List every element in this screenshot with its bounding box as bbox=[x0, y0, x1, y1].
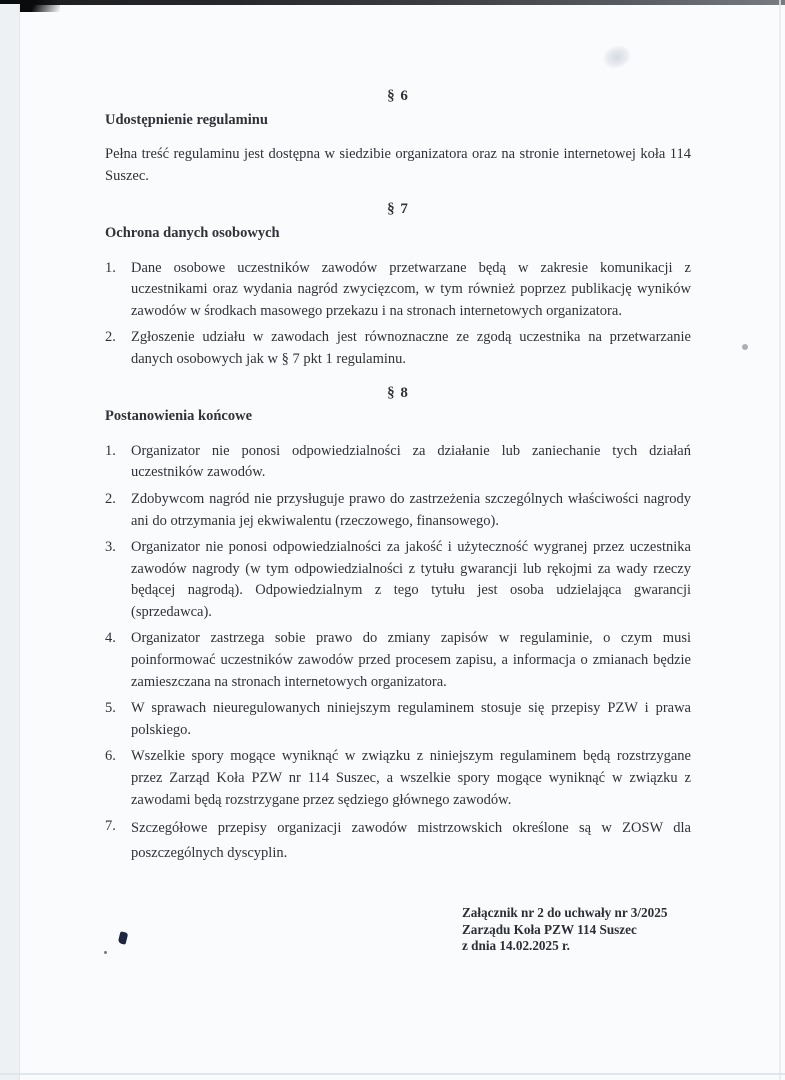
list-item-number: 1. bbox=[105, 259, 116, 276]
section-6 bbox=[105, 86, 691, 187]
list-item-number: 6. bbox=[105, 748, 116, 765]
scan-edge-top bbox=[0, 0, 785, 5]
list-item bbox=[105, 441, 691, 484]
attachment-note-line1: Załącznik nr 2 do uchwały nr 3/2025 bbox=[462, 905, 668, 920]
list-item-text: Organizator zastrzega sobie prawo do zmiany zapisów w regulaminie, o czym musi poinformować uczestników zawodów przed procesem zapisu, a informacja o zmianach będzie zamieszczana na stronach internetowych organizatora. bbox=[131, 630, 691, 690]
list-item bbox=[105, 698, 691, 741]
section-8-list bbox=[105, 441, 691, 867]
list-item-text: Organizator nie ponosi odpowiedzialności za działanie lub zaniechanie tych działań uczestników zawodów. bbox=[131, 442, 691, 481]
list-item-text: Szczegółowe przepisy organizacji zawodów mistrzowskich określone są w ZOSW dla poszczególnych dyscyplin. bbox=[131, 820, 691, 862]
list-item bbox=[105, 746, 691, 811]
list-item-text: Dane osobowe uczestników zawodów przetwarzane będą w zakresie komunikacji z uczestnikami oraz wydania nagród zwycięzcom, w tym również poprzez publikację wyników zawodów w środkach masowego przekazu i na stronach internetowych organizatora. bbox=[131, 259, 691, 319]
attachment-note bbox=[462, 905, 667, 955]
section-6-heading: Udostępnienie regulaminu bbox=[105, 111, 268, 128]
list-item bbox=[105, 489, 691, 532]
list-item-number: 2. bbox=[105, 329, 116, 346]
attachment-note-line2: Zarządu Koła PZW 114 Suszec bbox=[462, 921, 637, 937]
list-item bbox=[105, 628, 691, 693]
scan-edge-right bbox=[779, 0, 781, 1080]
list-item bbox=[105, 327, 691, 370]
section-8-mark: § 8 bbox=[387, 384, 409, 401]
scan-speck bbox=[104, 951, 107, 954]
attachment-note-line3: z dnia 14.02.2025 r. bbox=[462, 938, 570, 954]
list-item-text: Zgłoszenie udziału w zawodach jest równoznaczne ze zgodą uczestnika na przetwarzanie danych osobowych jak w § 7 pkt 1 regulaminu. bbox=[131, 329, 691, 367]
document-content bbox=[105, 86, 691, 878]
list-item bbox=[105, 258, 691, 323]
section-7-list bbox=[105, 258, 691, 371]
list-item-number: 1. bbox=[105, 442, 116, 459]
ink-blot-mark bbox=[118, 931, 129, 945]
list-item-number: 3. bbox=[105, 539, 116, 556]
list-item-text: Wszelkie spory mogące wyniknąć w związku z niniejszym regulaminem będą rozstrzygane przez Zarząd Koła PZW nr 114 Suszec, a wszelkie spory mogące wyniknąć w związku z zawodami będą rozstrzygane przez sędziego głównego zawodów. bbox=[131, 748, 691, 808]
section-7 bbox=[105, 199, 691, 370]
list-item-number: 5. bbox=[105, 700, 116, 717]
list-item bbox=[105, 537, 691, 623]
section-8-heading: Postanowienia końcowe bbox=[105, 408, 253, 425]
list-item-text: Zdobywcom nagród nie przysługuje prawo do zastrzeżenia szczególnych właściwości nagrody ani do otrzymania jej ekwiwalentu (rzeczowego, finansowego). bbox=[131, 490, 691, 529]
section-7-heading: Ochrona danych osobowych bbox=[105, 224, 280, 241]
section-7-mark: § 7 bbox=[387, 201, 409, 218]
list-item-number: 2. bbox=[105, 490, 116, 507]
scan-edge-bottom bbox=[0, 1073, 785, 1075]
list-item-text: W sprawach nieuregulowanych niniejszym regulaminem stosuje się przepisy PZW i prawa polskiego. bbox=[131, 700, 691, 738]
list-item-number: 7. bbox=[105, 818, 116, 835]
list-item-number: 4. bbox=[105, 630, 116, 647]
scan-edge-left bbox=[0, 4, 20, 1080]
scan-smudge-mark bbox=[600, 42, 634, 72]
scan-dot-mark bbox=[742, 344, 748, 350]
list-item bbox=[105, 816, 691, 866]
section-6-mark: § 6 bbox=[387, 88, 409, 104]
section-6-paragraph: Pełna treść regulaminu jest dostępna w siedzibie organizatora oraz na stronie internetowej koła 114 Suszec. bbox=[105, 146, 691, 184]
section-8 bbox=[105, 383, 691, 867]
list-item-text: Organizator nie ponosi odpowiedzialności za jakość i użyteczność wygranej przez uczestnika zawodów nagrody (w tym odpowiedzialności z tytułu gwarancji lub rękojmi za wady rzeczy będącej nagrodą). Odpowiedzialnym z tego tytułu jest osoba udzielająca gwarancji (sprzedawca). bbox=[131, 539, 691, 620]
